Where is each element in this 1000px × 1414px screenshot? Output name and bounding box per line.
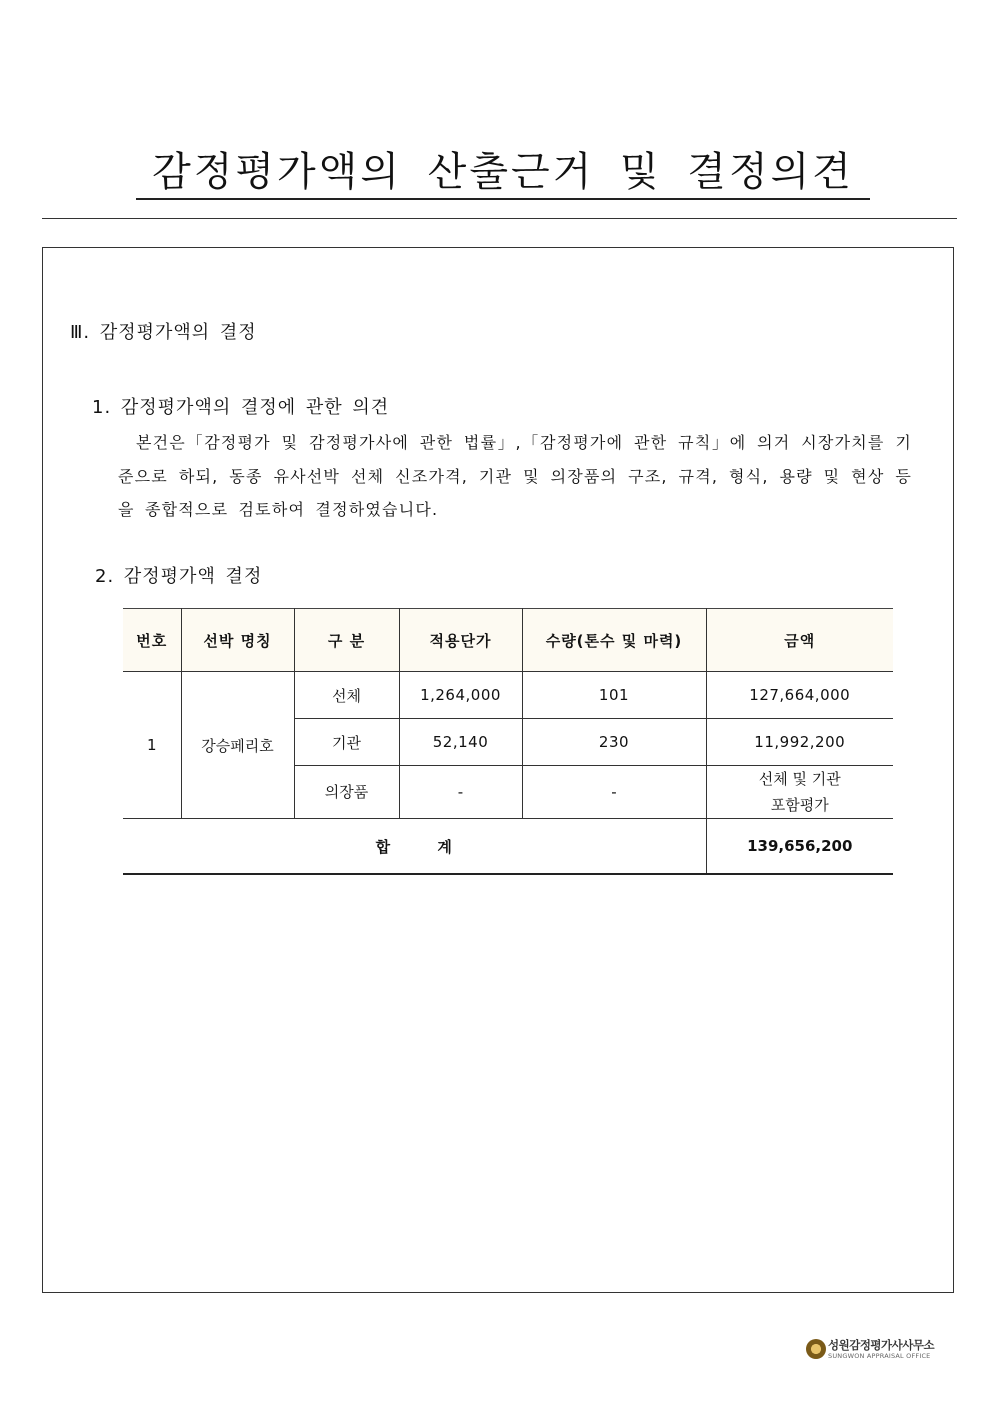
cell-amount: 11,992,200 [706,719,893,766]
header-amount: 금액 [706,609,893,672]
cell-ship-name: 강승페리호 [181,672,294,819]
cell-quantity: 230 [522,719,706,766]
header-number: 번호 [123,609,181,672]
cell-category: 선체 [294,672,399,719]
amount-note-line1: 선체 및 기관 [758,770,841,788]
cell-number: 1 [123,672,181,819]
opinion-text: 본건은「감정평가 및 감정평가사에 관한 법률」,「감정평가에 관한 규칙」에 의거 시장가치를 기준으로 하되, 동종 유사선박 선체 신조가격, 기관 및 의장품의 구조, 규격, 형식, 용량 및 현상 등을 종합적으로 검토하여 결정하였습니다. [118,433,912,519]
seal-icon [806,1339,826,1359]
appraisal-table [123,608,893,875]
total-label [123,819,706,875]
subsection-1-heading: 1. 감정평가액의 결정에 관한 의견 [92,397,390,418]
header-unit-price: 적용단가 [399,609,522,672]
total-label-text: 합 계 [375,837,453,856]
table-header-row [123,609,893,672]
cell-category: 기관 [294,719,399,766]
logo-name: 성원감정평가사사무소 [828,1338,935,1352]
header-ship-name: 선박 명칭 [181,609,294,672]
title-divider [42,218,957,219]
header-quantity: 수량(톤수 및 마력) [522,609,706,672]
header-category: 구 분 [294,609,399,672]
cell-amount: 127,664,000 [706,672,893,719]
table-row [123,672,893,719]
cell-category: 의장품 [294,766,399,819]
total-amount: 139,656,200 [706,819,893,875]
section-3-heading: Ⅲ. 감정평가액의 결정 [70,322,257,343]
cell-quantity: - [522,766,706,819]
cell-quantity: 101 [522,672,706,719]
subsection-2-heading: 2. 감정평가액 결정 [95,566,263,587]
amount-note-line2: 포함평가 [770,796,829,814]
opinion-paragraph [118,426,912,527]
cell-amount [706,766,893,819]
office-logo [806,1337,936,1365]
cell-unit-price: 1,264,000 [399,672,522,719]
table-total-row [123,819,893,875]
logo-english: SUNGWON APPRAISAL OFFICE [828,1352,931,1360]
cell-unit-price: - [399,766,522,819]
document-title: 감정평가액의 산출근거 및 결정의견 [136,146,870,200]
cell-unit-price: 52,140 [399,719,522,766]
